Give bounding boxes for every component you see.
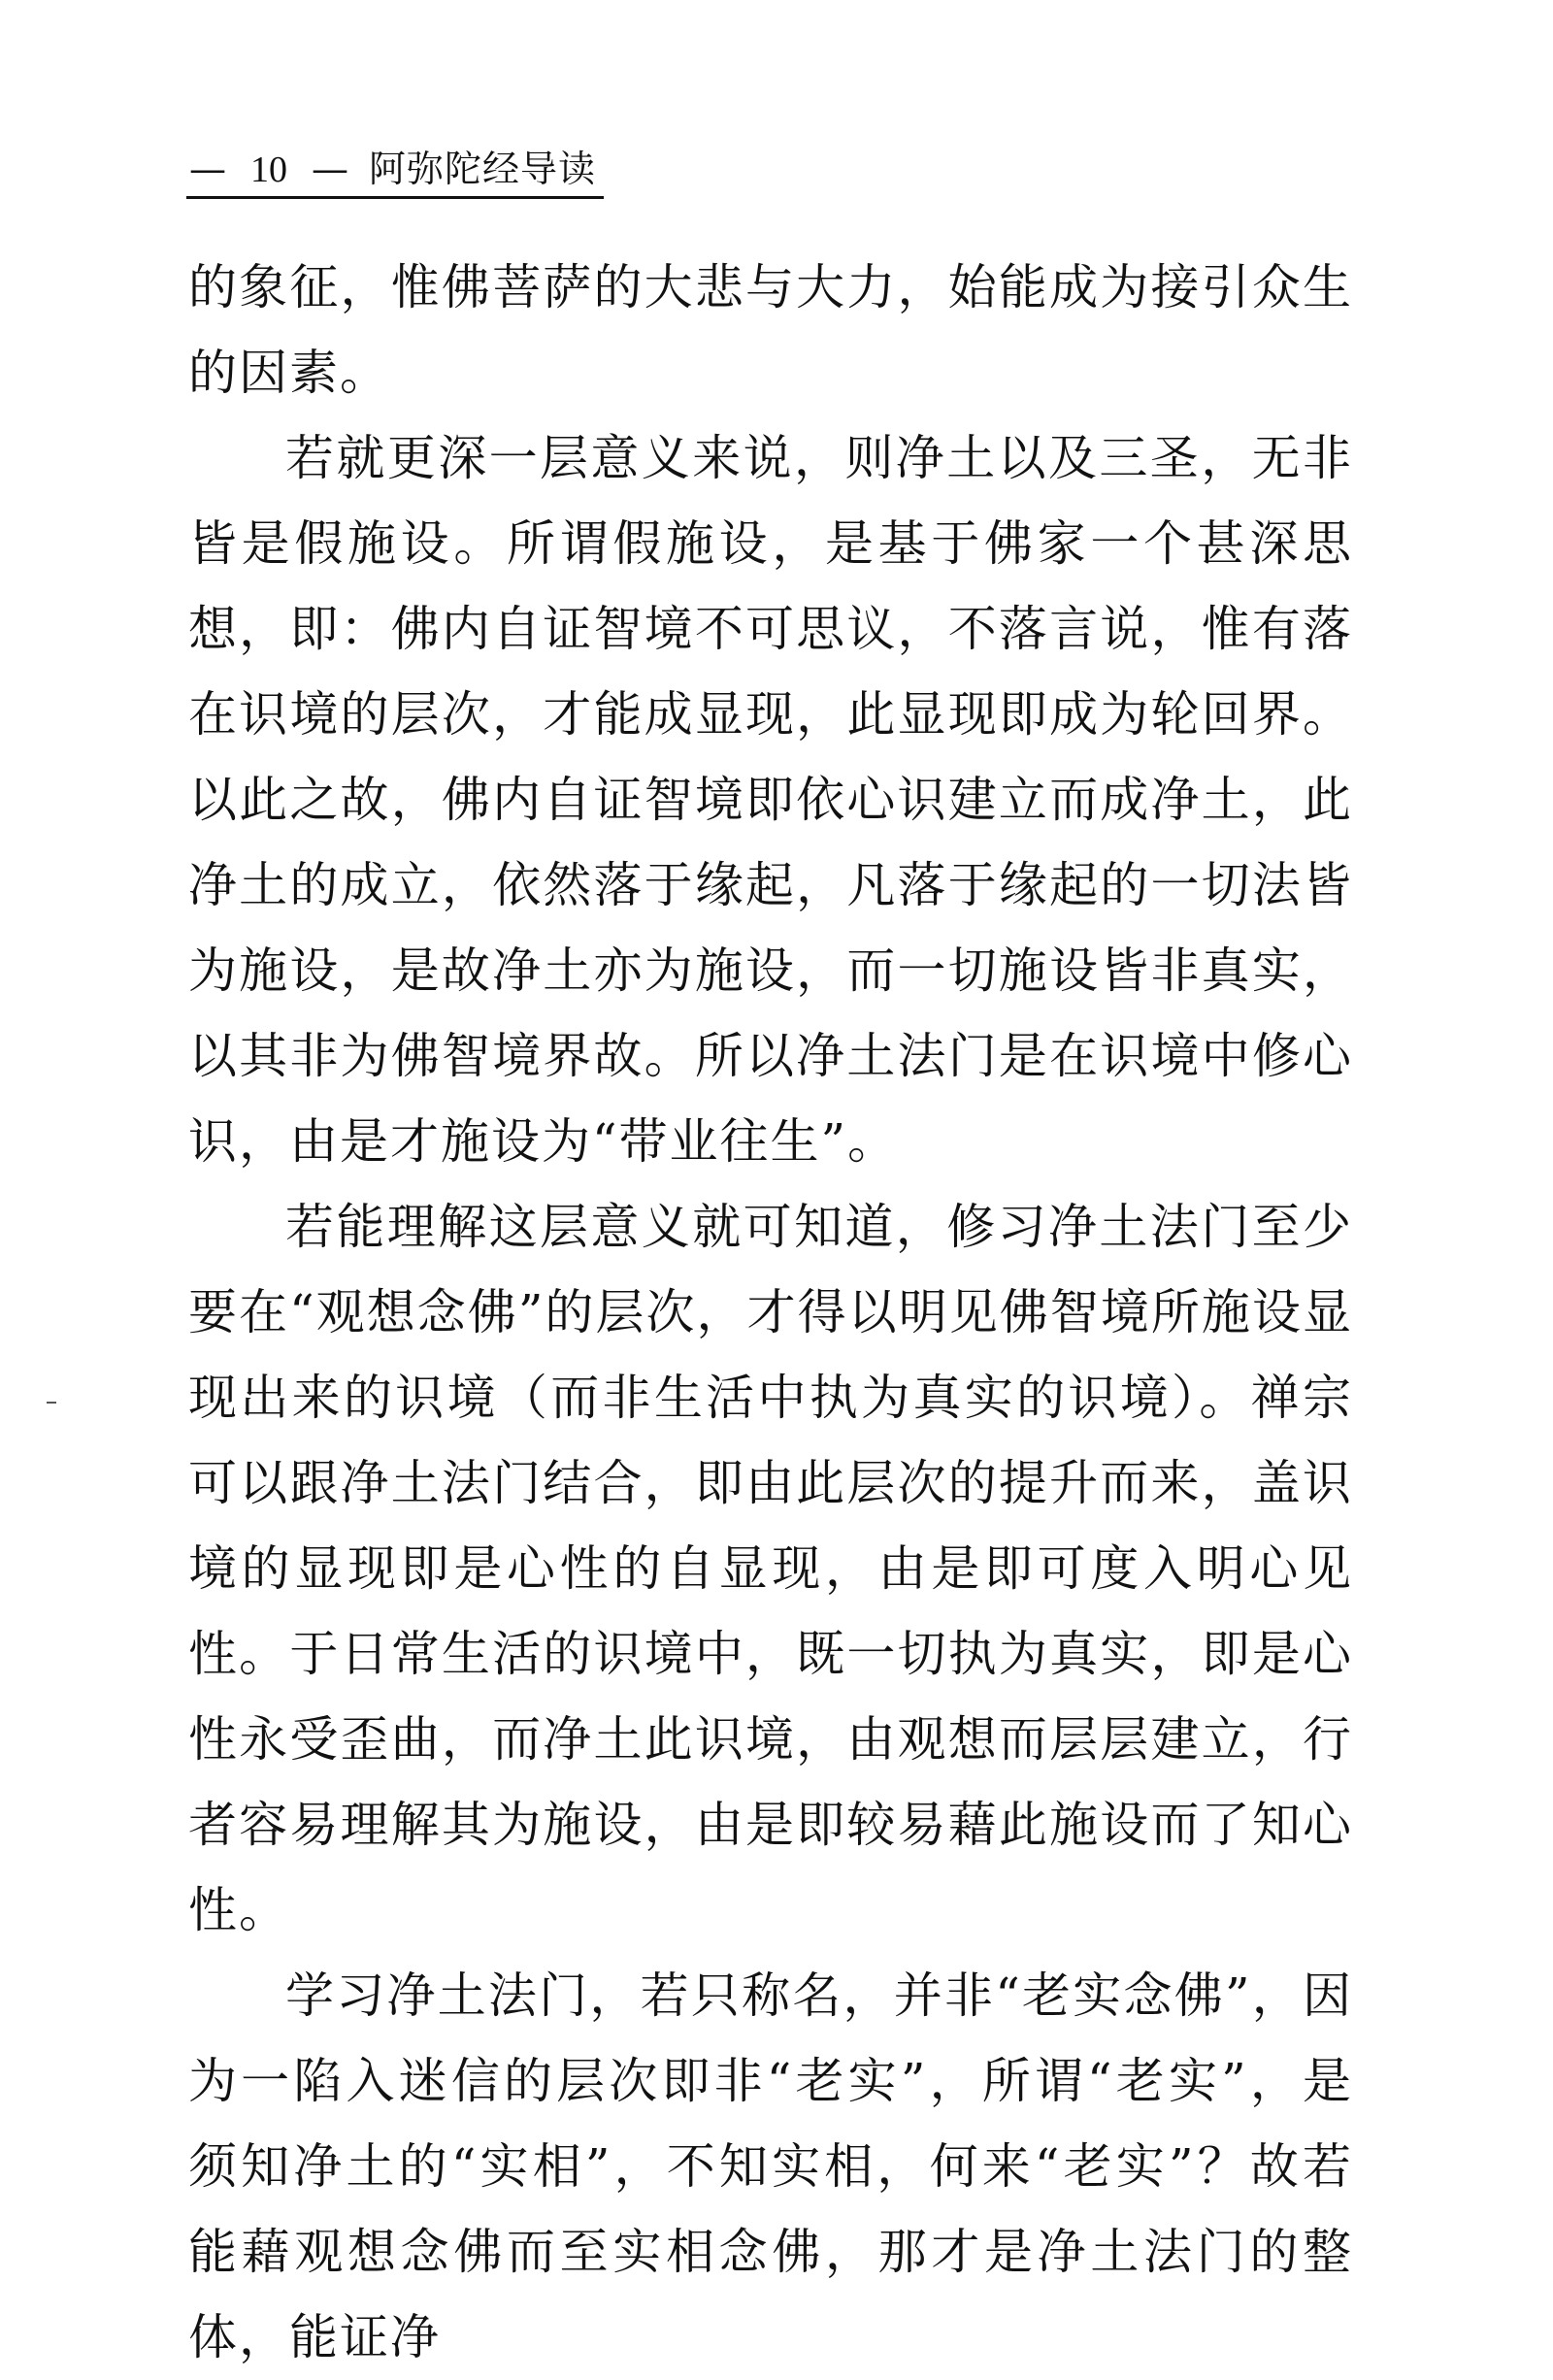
paragraph-1: 的象征，惟佛菩萨的大悲与大力，始能成为接引众生的因素。 [188,259,1353,401]
paragraph-4: 学习净土法门，若只称名，并非“老实念佛”，因为一陷入迷信的层次即非“老实”，所谓“老实”，是须知净土的“实相”，不知实相，何来“老实”？故若能藉观想念佛而至实相念佛，那才是净土法门的整体，能证净 [188,1967,1353,2365]
book-title: 阿弥陀经导读 [369,148,597,190]
header-rule [186,196,604,199]
paragraph-2: 若就更深一层意义来说，则净土以及三圣，无非皆是假施设。所谓假施设，是基于佛家一个甚深思想，即：佛内自证智境不可思议，不落言说，惟有落在识境的层次，才能成显现，此显现即成为轮回界。以此之故，佛内自证智境即依心识建立而成净土，此净土的成立，依然落于缘起，凡落于缘起的一切法皆为施设，是故净土亦为施设，而一切施设皆非真实，以其非为佛智境界故。所以净土法门是在识境中修心识，由是才施设为“带业往生”。 [188,430,1353,1170]
running-header [186,146,613,192]
header-dash-right: — [312,148,348,190]
paragraph-3: 若能理解这层意义就可知道，修习净土法门至少要在“观想念佛”的层次，才得以明见佛智境所施设显现出来的识境（而非生活中执为真实的识境）。禅宗可以跟净土法门结合，即由此层次的提升而来，盖识境的显现即是心性的自显现，由是即可度入明心见性。于日常生活的识境中，既一切执为真实，即是心性永受歪曲，而净土此识境，由观想而层层建立，行者容易理解其为施设，由是即较易藉此施设而了知心性。 [188,1199,1353,1938]
page-number: 10 [250,149,287,190]
margin-mark [47,1402,56,1404]
body-text [188,245,1353,2380]
header-dash-left: — [189,148,226,190]
